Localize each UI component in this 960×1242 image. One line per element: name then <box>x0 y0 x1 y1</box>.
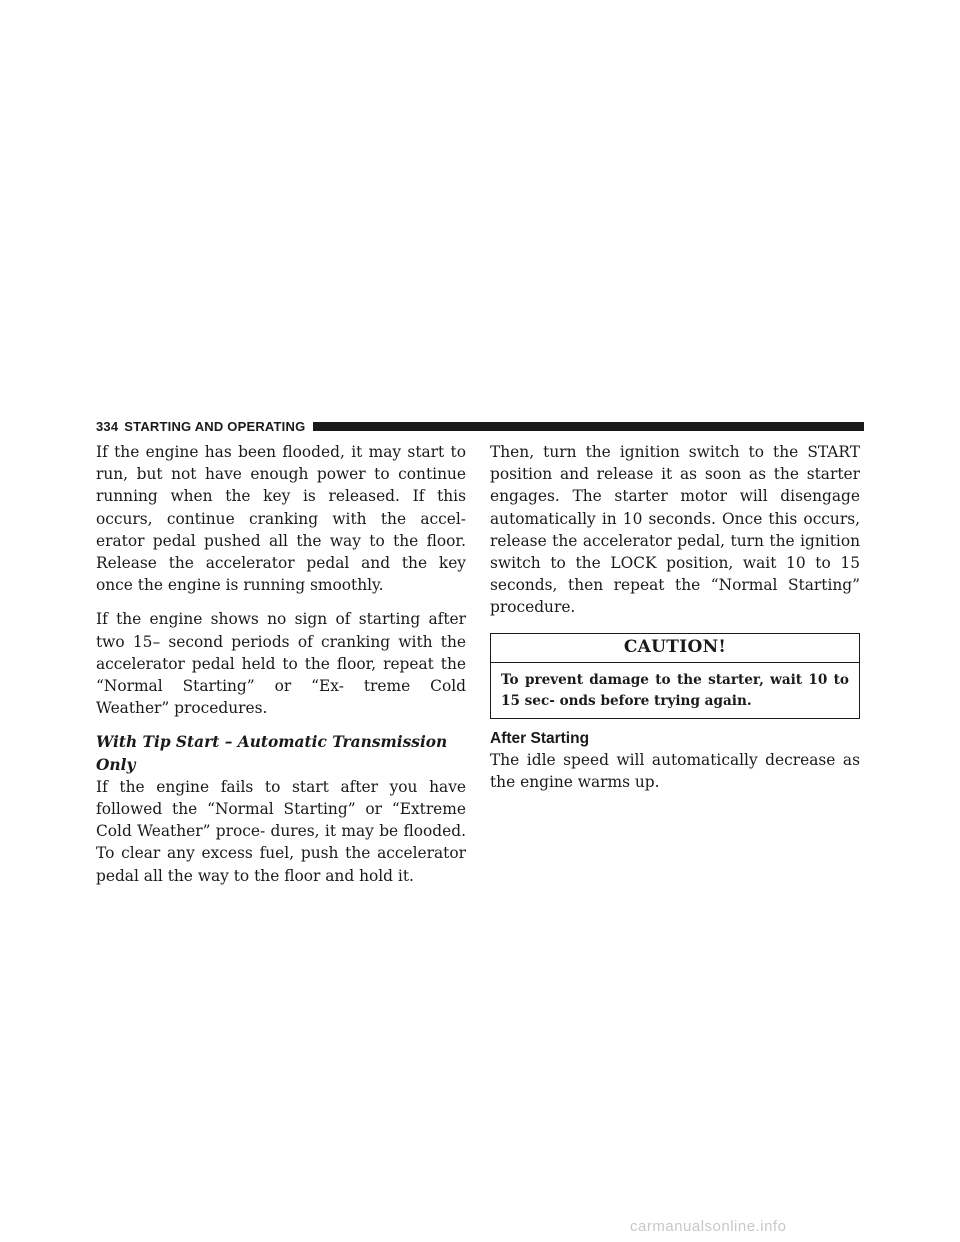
section-title: STARTING AND OPERATING <box>124 418 306 434</box>
flooded-engine-paragraph: If the engine has been flooded, it may start to run, but not have enough power to continue running when the key is released. If this occurs, continue cranking with the accel- erator pedal pushed all the way to the floor. Release the accelerator pedal and the key once the engine is running smoothly. <box>96 443 466 595</box>
page-number: 334 <box>96 418 119 434</box>
caution-box <box>490 633 860 719</box>
header-rule <box>313 422 864 431</box>
left-column <box>96 441 466 899</box>
page-header <box>96 418 864 434</box>
right-column <box>490 441 860 805</box>
after-starting-heading: After Starting <box>490 729 590 747</box>
caution-text: To prevent damage to the starter, wait 10 to 15 sec- onds before trying again. <box>501 671 849 709</box>
watermark-text: carmanualsonline.info <box>630 1218 787 1235</box>
caution-title: CAUTION! <box>491 634 859 663</box>
ignition-paragraph: Then, turn the ignition switch to the START position and release it as soon as the starter engages. The starter motor will disengage automatically in 10 seconds. Once this occurs, release the accelerator pedal, turn the ignition switch to the LOCK position, wait 10 to 15 seconds, then repeat the “Normal Starting” procedure. <box>490 443 860 617</box>
after-starting-paragraph: The idle speed will automatically decrease as the engine warms up. <box>490 750 860 791</box>
tip-start-paragraph: If the engine fails to start after you have followed the “Normal Starting” or “Extreme Cold Weather” proce- dures, it may be flooded. To clear any excess fuel, push the accelerator pedal all the way to the floor and hold it. <box>96 777 466 885</box>
tip-start-subheading: With Tip Start – Automatic Transmission Only <box>96 733 448 774</box>
no-start-paragraph: If the engine shows no sign of starting after two 15– second periods of cranking with the accelerator pedal held to the floor, repeat the “Normal Starting” or “Ex- treme Cold Weather” procedures. <box>96 610 466 718</box>
